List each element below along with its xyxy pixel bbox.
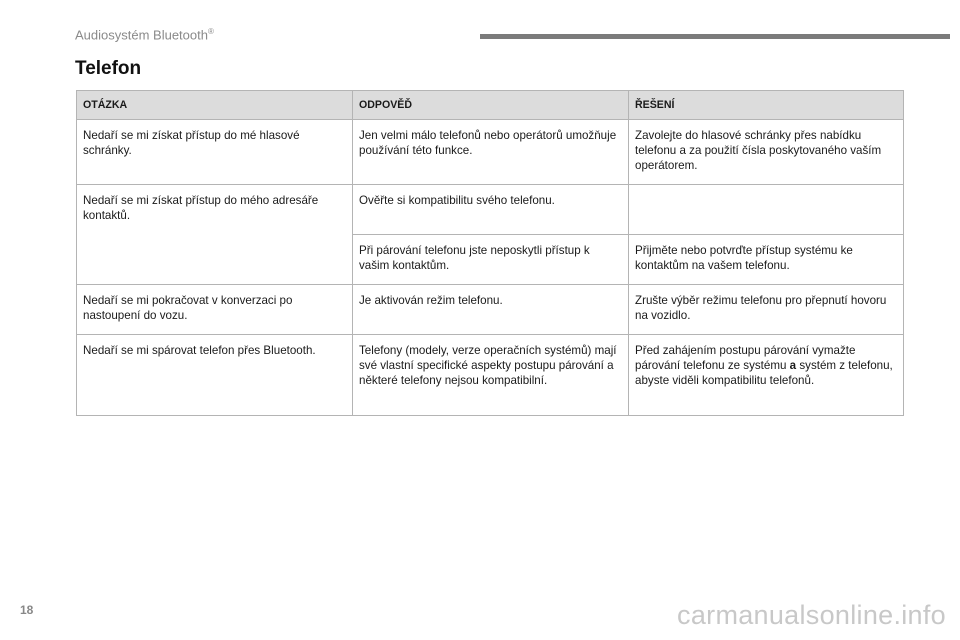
answer-cell: Při párování telefonu jste neposkytli přístup k vašim kontaktům. — [353, 235, 629, 285]
table-row — [77, 185, 904, 235]
question-cell: Nedaří se mi získat přístup do mé hlasové schránky. — [77, 120, 353, 185]
solution-text-start: Před zahájením postupu párování vymažte párování telefonu ze systému — [635, 344, 856, 372]
header-divider-bar — [480, 34, 950, 39]
answer-cell: Je aktivován režim telefonu. — [353, 285, 629, 335]
column-header-question: OTÁZKA — [77, 91, 353, 120]
table-row — [77, 285, 904, 335]
header-title-text: Audiosystém Bluetooth — [75, 27, 208, 43]
table-row — [77, 120, 904, 185]
solution-cell — [629, 185, 904, 235]
question-cell: Nedaří se mi pokračovat v konverzaci po nastoupení do vozu. — [77, 285, 353, 335]
answer-cell: Telefony (modely, verze operačních systémů) mají své vlastní specifické aspekty postupu párování a některé telefony nejsou kompatibilní. — [353, 335, 629, 416]
solution-cell: Zrušte výběr režimu telefonu pro přepnutí hovoru na vozidlo. — [629, 285, 904, 335]
solution-cell — [629, 335, 904, 416]
answer-cell: Jen velmi málo telefonů nebo operátorů umožňuje používání této funkce. — [353, 120, 629, 185]
registered-mark: ® — [207, 27, 214, 36]
page-title: Telefon — [75, 58, 142, 79]
watermark: carmanualsonline.info — [677, 600, 946, 630]
manual-section-header — [75, 27, 214, 42]
answer-cell: Ověřte si kompatibilitu svého telefonu. — [353, 185, 629, 235]
solution-text-end: systém z telefonu, abyste viděli kompatibilitu telefonů. — [635, 359, 893, 387]
solution-cell: Přijměte nebo potvrďte přístup systému ke kontaktům na vašem telefonu. — [629, 235, 904, 285]
solution-text-bold: a — [789, 359, 797, 372]
question-cell: Nedaří se mi získat přístup do mého adresáře kontaktů. — [77, 185, 353, 285]
solution-cell: Zavolejte do hlasové schránky přes nabídku telefonu a za použití čísla poskytovaného vaším operátorem. — [629, 120, 904, 185]
page-number: 18 — [20, 603, 34, 617]
table-row — [77, 335, 904, 416]
column-header-solution: ŘEŠENÍ — [629, 91, 904, 120]
question-cell: Nedaří se mi spárovat telefon přes Bluetooth. — [77, 335, 353, 416]
table-header-row — [77, 91, 904, 120]
column-header-answer: ODPOVĚĎ — [353, 91, 629, 120]
troubleshooting-table — [76, 90, 904, 416]
